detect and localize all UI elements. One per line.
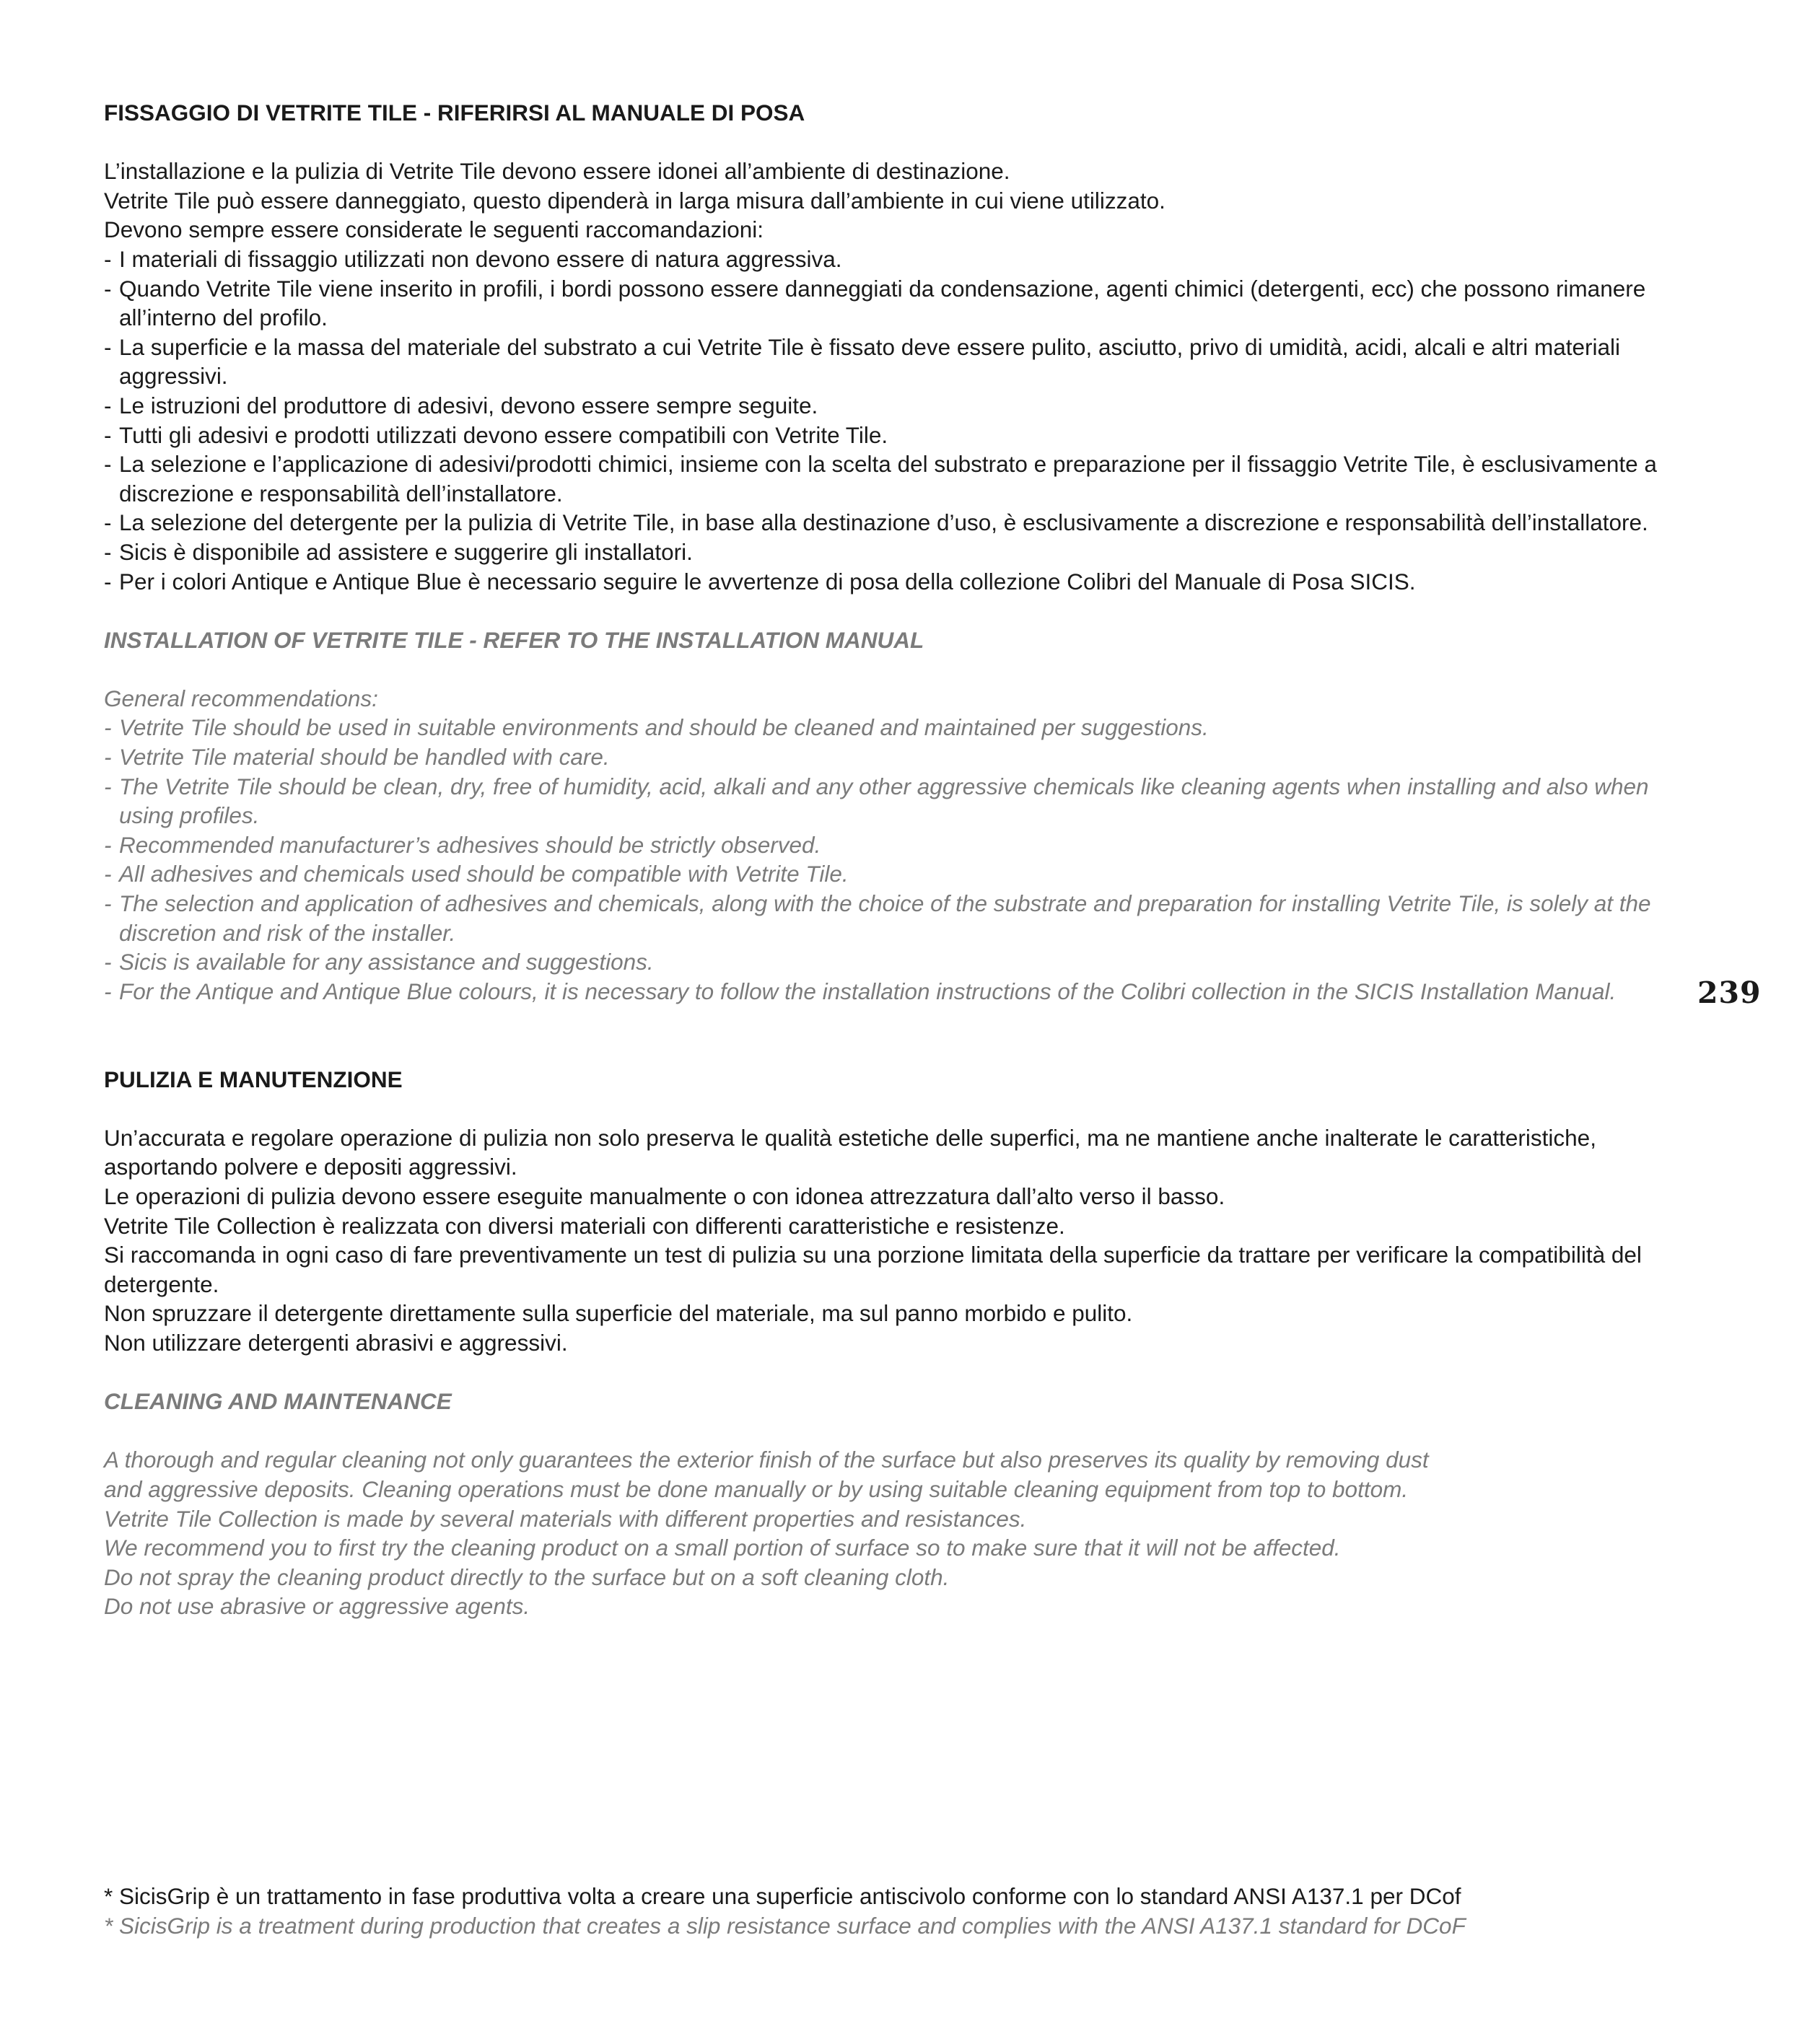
- section-heading-cleaning-it: PULIZIA E MANUTENZIONE: [104, 1066, 403, 1092]
- installation-list-it: [104, 245, 1706, 596]
- paragraph: Vetrite Tile Collection è realizzata con diversi materiali con differenti caratteristiche e resistenze.: [104, 1212, 1065, 1239]
- list-item: - The selection and application of adhesives and chemicals, along with the choice of the substrate and preparation for installing Vetrite Tile, is solely at the discretion and risk of the installer.: [104, 889, 1706, 947]
- list-item: - Vetrite Tile material should be handled with care.: [104, 742, 1706, 772]
- paragraph: Vetrite Tile può essere danneggiato, questo dipenderà in larga misura dall’ambiente in cui viene utilizzato.: [104, 187, 1165, 214]
- installation-intro-en: General recommendations:: [104, 685, 378, 711]
- paragraph: Do not use abrasive or aggressive agents.: [104, 1593, 530, 1620]
- list-item: - All adhesives and chemicals used should be compatible with Vetrite Tile.: [104, 859, 1706, 889]
- list-item: - Le istruzioni del produttore di adesivi, devono essere sempre seguite.: [104, 391, 1706, 421]
- paragraph: Le operazioni di pulizia devono essere eseguite manualmente o con idonea attrezzatura dall’alto verso il basso.: [104, 1183, 1225, 1209]
- paragraph: Non spruzzare il detergente direttamente sulla superficie del materiale, ma sul panno morbido e pulito.: [104, 1300, 1133, 1327]
- paragraph: Non utilizzare detergenti abrasivi e aggressivi.: [104, 1329, 568, 1356]
- paragraph: Do not spray the cleaning product directly to the surface but on a soft cleaning cloth.: [104, 1563, 950, 1590]
- page-number: 239: [1697, 975, 1762, 1010]
- cleaning-text-en: [104, 1445, 1706, 1621]
- list-item: - Sicis is available for any assistance and suggestions.: [104, 947, 1706, 977]
- footnote-it: * SicisGrip è un trattamento in fase produttiva volta a creare una superficie antiscivolo conforme con lo standard ANSI A137.1 per DCof: [104, 1883, 1461, 1909]
- installation-intro-it: [104, 157, 1706, 245]
- list-item: - La selezione e l’applicazione di adesivi/prodotti chimici, insieme con la scelta del substrato e preparazione per il fissaggio Vetrite Tile, è esclusivamente a discrezione e responsabilità dell’installatore.: [104, 449, 1706, 508]
- paragraph: We recommend you to first try the cleaning product on a small portion of surface so to make sure that it will not be affected.: [104, 1535, 1341, 1561]
- paragraph: L’installazione e la pulizia di Vetrite Tile devono essere idonei all’ambiente di destinazione.: [104, 158, 1010, 185]
- list-item: - Per i colori Antique e Antique Blue è necessario seguire le avvertenze di posa della collezione Colibri del Manuale di Posa SICIS.: [104, 567, 1706, 597]
- list-item: - Recommended manufacturer’s adhesives should be strictly observed.: [104, 830, 1706, 860]
- installation-list-en: [104, 713, 1706, 1006]
- list-item: - Quando Vetrite Tile viene inserito in profili, i bordi possono essere danneggiati da condensazione, agenti chimici (detergenti, ecc) che possono rimanere all’interno del profilo.: [104, 274, 1706, 333]
- document-body: [104, 98, 1706, 1621]
- list-item: - Sicis è disponibile ad assistere e suggerire gli installatori.: [104, 538, 1706, 567]
- cleaning-text-it: [104, 1123, 1706, 1358]
- paragraph: Vetrite Tile Collection is made by several materials with different properties and resistances.: [104, 1505, 1027, 1532]
- paragraph: Devono sempre essere considerate le seguenti raccomandazioni:: [104, 216, 764, 243]
- footnotes: [104, 1882, 1706, 1940]
- section-heading-cleaning-en: CLEANING AND MAINTENANCE: [104, 1388, 452, 1415]
- list-item: - La selezione del detergente per la pulizia di Vetrite Tile, in base alla destinazione d’uso, è esclusivamente a discrezione e responsabilità dell’installatore.: [104, 508, 1706, 538]
- section-heading-installation-it: FISSAGGIO DI VETRITE TILE - RIFERIRSI AL MANUALE DI POSA: [104, 100, 805, 126]
- paragraph: Un’accurata e regolare operazione di pulizia non solo preserva le qualità estetiche delle superfici, ma ne mantiene anche inalterate le caratteristiche, asportando polvere e depositi aggressivi.: [104, 1124, 1596, 1180]
- paragraph: Si raccomanda in ogni caso di fare preventivamente un test di pulizia su una porzione limitata della superficie da trattare per verificare la compatibilità del detergente.: [104, 1242, 1642, 1297]
- list-item: - I materiali di fissaggio utilizzati non devono essere di natura aggressiva.: [104, 245, 1706, 274]
- list-item: - For the Antique and Antique Blue colours, it is necessary to follow the installation instructions of the Colibri collection in the SICIS Installation Manual.: [104, 977, 1706, 1006]
- list-item: - Vetrite Tile should be used in suitable environments and should be cleaned and maintained per suggestions.: [104, 713, 1706, 742]
- list-item: - The Vetrite Tile should be clean, dry, free of humidity, acid, alkali and any other aggressive chemicals like cleaning agents when installing and also when using profiles.: [104, 772, 1706, 830]
- list-item: - La superficie e la massa del materiale del substrato a cui Vetrite Tile è fissato deve essere pulito, asciutto, privo di umidità, acidi, alcali e altri materiali aggressivi.: [104, 333, 1706, 391]
- paragraph: and aggressive deposits. Cleaning operations must be done manually or by using suitable cleaning equipment from top to bottom.: [104, 1475, 1409, 1502]
- footnote-en: * SicisGrip is a treatment during production that creates a slip resistance surface and complies with the ANSI A137.1 standard for DCoF: [104, 1912, 1466, 1939]
- list-item: - Tutti gli adesivi e prodotti utilizzati devono essere compatibili con Vetrite Tile.: [104, 421, 1706, 450]
- section-heading-installation-en: INSTALLATION OF VETRITE TILE - REFER TO THE INSTALLATION MANUAL: [104, 626, 924, 653]
- paragraph: A thorough and regular cleaning not only guarantees the exterior finish of the surface but also preserves its quality by removing dust: [104, 1447, 1429, 1473]
